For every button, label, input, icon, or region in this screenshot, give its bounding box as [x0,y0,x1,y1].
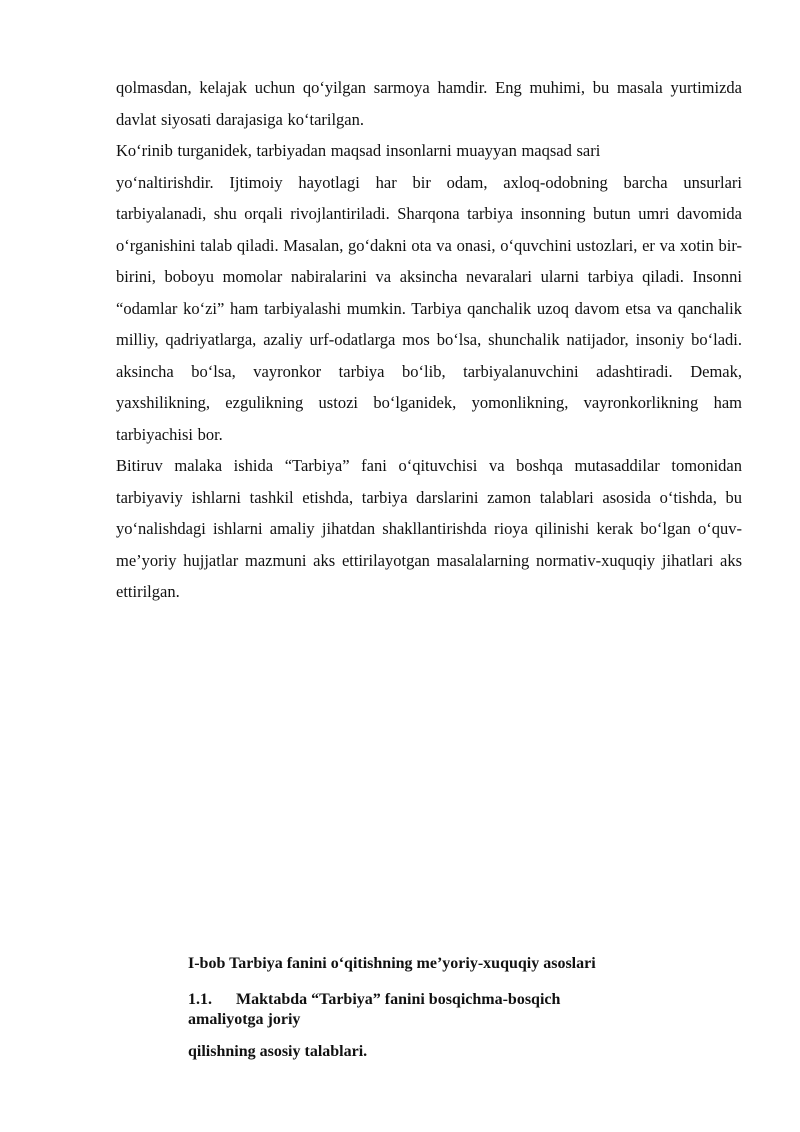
section-title-line1: Maktabda “Tarbiya” fanini bosqichma-bosqich [236,991,561,1008]
section-number: 1.1. [188,991,212,1008]
paragraph-4: Bitiruv malaka ishida “Tarbiya” fani o‘qituvchisi va boshqa mutasaddilar tomonidan tarbiyaviy ishlarni tashkil etishda, tarbiya darslarini zamon talablari asosida o‘tishda, bu yo‘nalishdagi ishlarni amaliy jihatdan shakllantirishda rioya qilinishi kerak bo‘lgan o‘quv-me’yoriy hujjatlar mazmuni aks ettirilayotgan masalalarning normativ-xuquqiy jihatlari aks ettirilgan. [116,456,742,601]
paragraph-2: Ko‘rinib turganidek, tarbiyadan maqsad insonlarni muayyan maqsad sari [116,141,601,160]
heading-block [188,952,708,1062]
section-title-line3: qilishning asosiy talablari. [188,1043,368,1060]
section-heading [188,990,708,1010]
section-title-line2: amaliyotga joriy [188,1011,301,1028]
paragraph-1: qolmasdan, kelajak uchun qo‘yilgan sarmoya hamdir. Eng muhimi, bu masala yurtimizda davlat siyosati darajasiga ko‘tarilgan. [116,78,742,129]
chapter-title: I-bob Tarbiya fanini o‘qitishning me’yoriy-xuquqiy asoslari [188,955,596,972]
body-text [116,72,742,608]
paragraph-3: yo‘naltirishdir. Ijtimoiy hayotlagi har bir odam, axloq-odobning barcha unsurlari tarbiyalanadi, shu orqali rivojlantiriladi. Sharqona tarbiya insonning butun umri davomida o‘rganishini talab qiladi. Masalan, go‘dakni ota va onasi, o‘quvchini ustozlari, er va xotin bir-birini, boboyu momolar nabiralarini va aksincha nevaralari ularni tarbiya qiladi. Insonni “odamlar ko‘zi” ham tarbiyalashi mumkin. Tarbiya qanchalik uzoq davom etsa va qanchalik milliy, qadriyatlarga, azaliy urf-odatlarga mos bo‘lsa, shunchalik natijador, insoniy bo‘ladi. aksincha bo‘lsa, vayronkor tarbiya bo‘lib, tarbiyalanuvchini adashtiradi. Demak, yaxshilikning, ezgulikning ustozi bo‘lganidek, yomonlikning, vayronkorlikning ham tarbiyachisi bor. [116,172,742,444]
